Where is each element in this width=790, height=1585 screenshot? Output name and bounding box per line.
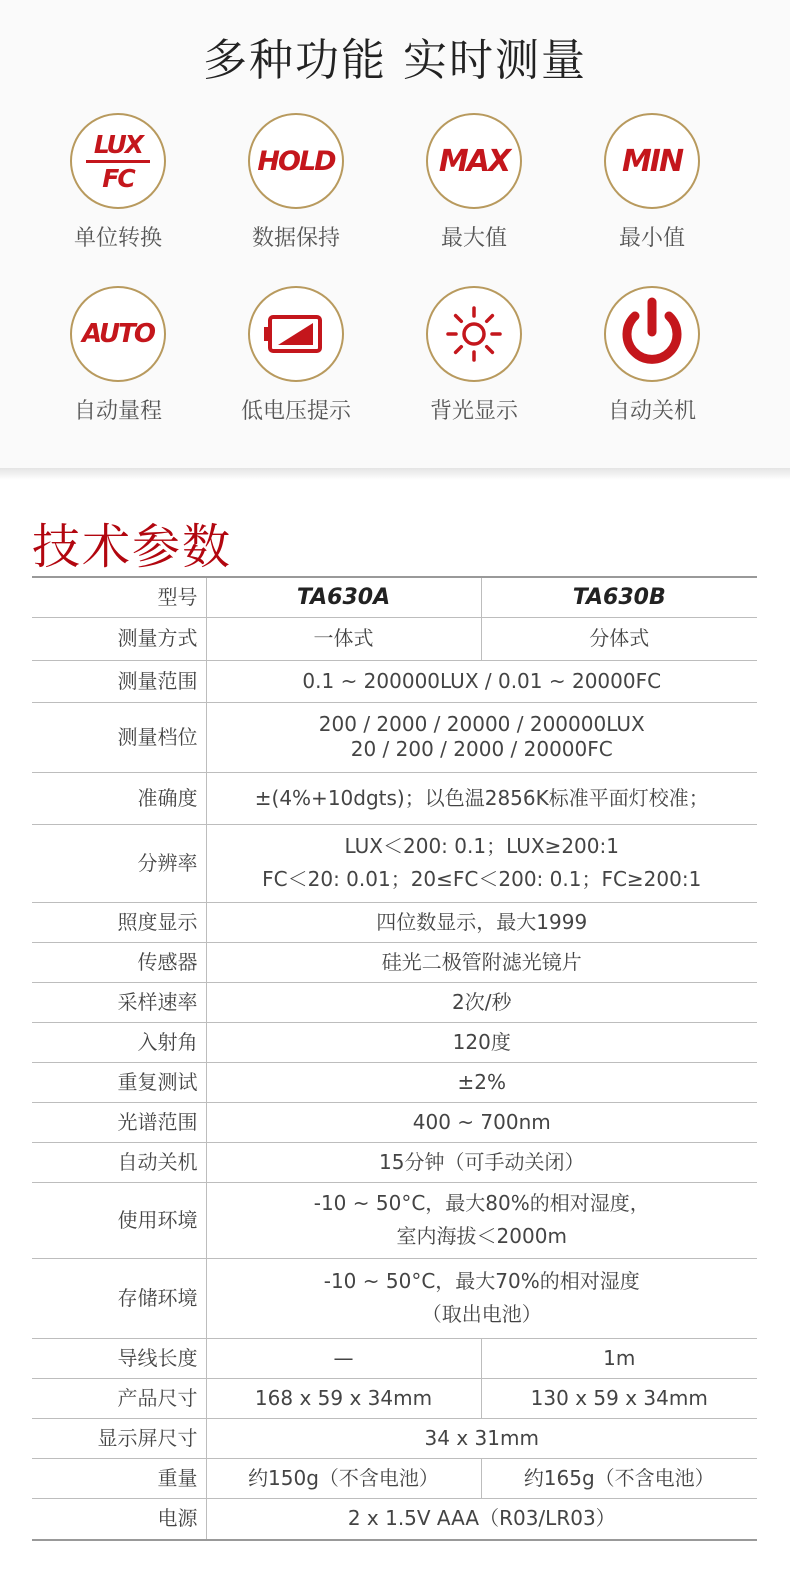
power-icon: [604, 286, 700, 382]
table-row: [32, 1062, 757, 1102]
spec-value: 约150g（不含电池）: [206, 1458, 481, 1498]
table-row: [32, 617, 757, 660]
spec-table: [32, 576, 757, 1541]
feature-data-hold: [206, 113, 386, 252]
features-section: [0, 0, 790, 468]
spec-value: [206, 702, 757, 772]
auto-icon: AUTO: [70, 286, 166, 382]
table-row: [32, 660, 757, 702]
spec-value: 0.1 ~ 200000LUX / 0.01 ~ 20000FC: [206, 660, 757, 702]
spec-value-line: -10 ~ 50°C，最大70%的相对湿度: [323, 1269, 640, 1293]
min-icon: MIN: [604, 113, 700, 209]
feature-label: 最大值: [440, 226, 507, 251]
sun-icon: [426, 286, 522, 382]
spec-value: [206, 1182, 757, 1258]
spec-value: 一体式: [206, 617, 481, 660]
table-row: [32, 902, 757, 942]
spec-key: 测量范围: [32, 660, 206, 702]
spec-key: 准确度: [32, 772, 206, 824]
feature-label: 最小值: [618, 226, 685, 251]
spec-key: 传感器: [32, 942, 206, 982]
spec-value: 400 ~ 700nm: [206, 1102, 757, 1142]
table-row: [32, 1458, 757, 1498]
feature-low-battery: [206, 286, 386, 425]
table-row: [32, 1338, 757, 1378]
features-title: 多种功能 实时测量: [203, 35, 587, 86]
spec-value-line: （取出电池）: [421, 1302, 542, 1326]
feature-backlight: [384, 286, 564, 425]
spec-key: 测量方式: [32, 617, 206, 660]
table-row: [32, 824, 757, 902]
feature-max: [384, 113, 564, 252]
spec-key: 显示屏尺寸: [32, 1418, 206, 1458]
spec-value: 2次/秒: [206, 982, 757, 1022]
spec-key: 重复测试: [32, 1062, 206, 1102]
spec-value: TA630B: [481, 577, 757, 617]
spec-key: 使用环境: [32, 1182, 206, 1258]
feature-label: 自动量程: [73, 399, 162, 424]
spec-value-line: 室内海拔＜2000m: [396, 1224, 567, 1248]
table-row: [32, 942, 757, 982]
feature-label: 自动关机: [607, 399, 696, 424]
spec-value: 分体式: [481, 617, 757, 660]
spec-value: 120度: [206, 1022, 757, 1062]
battery-icon: [248, 286, 344, 382]
spec-value: [206, 824, 757, 902]
table-row: [32, 1498, 757, 1540]
feature-unit-conversion: [28, 113, 208, 252]
spec-value: ±(4%+10dgts)；以色温2856K标准平面灯校准；: [206, 772, 757, 824]
spec-key: 光谱范围: [32, 1102, 206, 1142]
feature-auto-power-off: [562, 286, 742, 425]
table-row: [32, 1142, 757, 1182]
spec-value: 34 x 31mm: [206, 1418, 757, 1458]
spec-key: 电源: [32, 1498, 206, 1540]
table-row: [32, 702, 757, 772]
spec-value: 15分钟（可手动关闭）: [206, 1142, 757, 1182]
spec-key: 入射角: [32, 1022, 206, 1062]
spec-key: 测量档位: [32, 702, 206, 772]
spec-value: 1m: [481, 1338, 757, 1378]
table-row: [32, 1102, 757, 1142]
section-divider-shadow: [0, 468, 790, 480]
hold-icon: HOLD: [248, 113, 344, 209]
spec-value: 2 x 1.5V AAA（R03/LR03）: [206, 1498, 757, 1540]
spec-value-line: 20 / 200 / 2000 / 20000FC: [350, 737, 613, 761]
spec-value-line: LUX＜200: 0.1；LUX≥200:1: [344, 834, 619, 858]
spec-key: 照度显示: [32, 902, 206, 942]
spec-key: 型号: [32, 577, 206, 617]
spec-value: 168 x 59 x 34mm: [206, 1378, 481, 1418]
table-row: [32, 982, 757, 1022]
spec-value-line: -10 ~ 50°C，最大80%的相对湿度，: [313, 1191, 650, 1215]
max-icon: MAX: [426, 113, 522, 209]
spec-value: 130 x 59 x 34mm: [481, 1378, 757, 1418]
spec-key: 产品尺寸: [32, 1378, 206, 1418]
feature-label: 低电压提示: [240, 399, 351, 424]
spec-value-line: 200 / 2000 / 20000 / 200000LUX: [318, 712, 645, 736]
spec-value: TA630A: [206, 577, 481, 617]
feature-label: 单位转换: [73, 226, 162, 251]
table-row: [32, 1022, 757, 1062]
spec-value: 约165g（不含电池）: [481, 1458, 757, 1498]
table-row: [32, 1418, 757, 1458]
spec-value: 硅光二极管附滤光镜片: [206, 942, 757, 982]
spec-key: 导线长度: [32, 1338, 206, 1378]
table-row: [32, 1182, 757, 1258]
table-row: [32, 1258, 757, 1338]
table-row: [32, 577, 757, 617]
feature-label: 数据保持: [251, 226, 340, 251]
spec-value: ±2%: [206, 1062, 757, 1102]
spec-key: 重量: [32, 1458, 206, 1498]
feature-min: [562, 113, 742, 252]
spec-key: 存储环境: [32, 1258, 206, 1338]
spec-value-line: FC＜20: 0.01；20≤FC＜200: 0.1；FC≥200:1: [262, 867, 702, 891]
table-row: [32, 772, 757, 824]
spec-key: 自动关机: [32, 1142, 206, 1182]
spec-value: 四位数显示，最大1999: [206, 902, 757, 942]
spec-value: —: [206, 1338, 481, 1378]
lux-fc-icon: LUX FC: [70, 113, 166, 209]
spec-value: [206, 1258, 757, 1338]
table-row: [32, 1378, 757, 1418]
spec-key: 分辨率: [32, 824, 206, 902]
spec-title: 技术参数: [32, 519, 233, 575]
spec-key: 采样速率: [32, 982, 206, 1022]
feature-auto-range: [28, 286, 208, 425]
feature-label: 背光显示: [429, 399, 518, 424]
